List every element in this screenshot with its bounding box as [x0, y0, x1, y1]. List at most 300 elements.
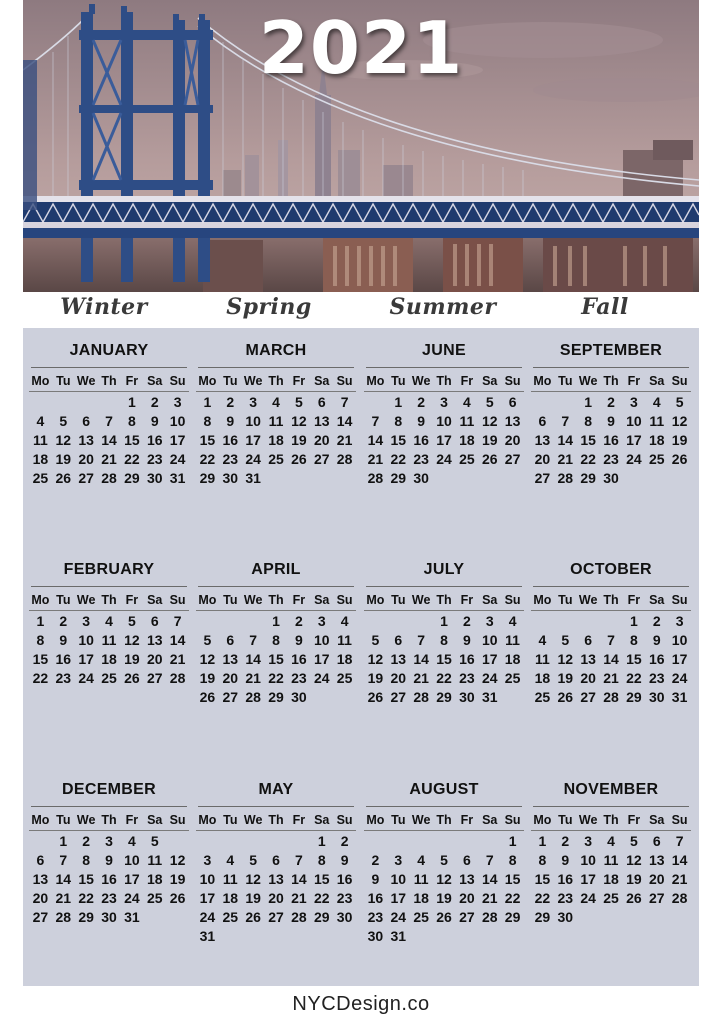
day-cell	[310, 688, 333, 707]
weekday-label: Mo	[198, 813, 217, 827]
day-cell: 29	[626, 689, 642, 705]
day-cell: 10	[245, 413, 261, 429]
weekday-label: We	[243, 593, 263, 607]
weekday-label: Mo	[198, 593, 217, 607]
day-cell: 13	[459, 871, 475, 887]
day-cell: 7	[173, 613, 182, 629]
week-row	[196, 870, 356, 889]
day-cell: 17	[245, 432, 261, 448]
weekday-label: Tu	[56, 813, 71, 827]
day-cell: 21	[603, 670, 619, 686]
weekday-label: Mo	[31, 374, 50, 388]
day-cell: 25	[101, 670, 117, 686]
day-cell: 1	[272, 613, 280, 629]
day-cell: 2	[150, 394, 159, 410]
weekday-label: Tu	[223, 593, 238, 607]
day-cell: 28	[169, 670, 186, 686]
day-cell	[333, 469, 356, 488]
day-cell	[645, 469, 668, 488]
day-cell: 30	[222, 470, 239, 486]
day-cell: 2	[607, 394, 615, 410]
day-cell: 12	[626, 852, 642, 868]
day-cell	[387, 832, 410, 851]
day-cell	[143, 908, 166, 927]
weekday-label: Th	[436, 593, 452, 607]
weekday-label: Tu	[558, 593, 573, 607]
day-cell	[387, 612, 410, 631]
weekday-label: Tu	[223, 374, 238, 388]
day-cell: 6	[36, 852, 45, 868]
day-cell	[478, 832, 501, 851]
day-cell: 28	[481, 909, 498, 925]
day-cell: 19	[169, 871, 186, 887]
day-cell	[501, 469, 524, 488]
weekday-label: Sa	[314, 813, 330, 827]
day-cell: 17	[390, 890, 407, 906]
day-cell: 14	[557, 432, 574, 448]
day-cell: 22	[124, 451, 140, 467]
day-cell: 12	[124, 632, 140, 648]
day-cell: 6	[317, 394, 326, 410]
day-cell: 9	[294, 632, 303, 648]
day-cell: 27	[78, 470, 94, 486]
day-cell: 17	[199, 890, 216, 906]
day-cell: 4	[462, 394, 471, 410]
weekday-label: Th	[436, 374, 452, 388]
day-cell: 1	[203, 394, 212, 410]
week-row	[531, 870, 691, 889]
day-cell: 11	[101, 632, 117, 648]
week-row	[364, 450, 524, 469]
day-cell: 12	[481, 413, 498, 429]
day-cell: 10	[313, 632, 330, 648]
week-row	[29, 908, 189, 927]
day-cell: 13	[580, 651, 596, 667]
week-row	[29, 832, 189, 851]
day-cell: 11	[147, 852, 163, 868]
day-cell: 11	[603, 852, 619, 868]
weekday-label: Fr	[460, 593, 474, 607]
day-cell: 22	[199, 451, 216, 467]
day-cell: 15	[124, 432, 140, 448]
day-cell: 4	[272, 394, 280, 410]
day-cell: 31	[124, 909, 140, 925]
day-cell: 27	[222, 689, 239, 705]
weekday-label: Fr	[125, 813, 139, 827]
day-cell: 22	[32, 670, 49, 686]
day-cell: 28	[245, 689, 261, 705]
season-summer: Summer	[389, 294, 497, 320]
day-cell: 6	[226, 632, 235, 648]
day-cell: 1	[538, 833, 547, 849]
day-cell	[75, 393, 98, 412]
day-cell: 16	[336, 871, 353, 887]
month-march	[196, 340, 356, 488]
day-cell: 17	[313, 651, 330, 667]
weekday-label: Su	[336, 593, 353, 607]
day-cell	[29, 393, 52, 412]
day-cell: 19	[671, 432, 688, 448]
day-cell: 7	[561, 413, 570, 429]
day-cell: 8	[508, 852, 517, 868]
day-cell: 2	[371, 852, 380, 868]
day-cell: 28	[55, 909, 72, 925]
day-cell: 17	[124, 871, 140, 887]
weekday-label: We	[411, 813, 431, 827]
week-row	[364, 469, 524, 488]
weekday-label: Tu	[558, 813, 573, 827]
day-cell: 6	[394, 632, 403, 648]
day-cell	[410, 612, 433, 631]
day-cell	[410, 927, 433, 946]
weekday-header	[196, 372, 356, 392]
day-cell: 1	[394, 394, 403, 410]
day-cell: 8	[203, 413, 212, 429]
day-cell: 9	[462, 632, 471, 648]
day-cell	[364, 393, 387, 412]
weekday-label: Fr	[627, 593, 641, 607]
day-cell: 29	[436, 689, 452, 705]
week-row	[196, 927, 356, 946]
day-cell: 7	[59, 852, 68, 868]
day-cell: 26	[436, 909, 452, 925]
bridge-photo	[23, 0, 699, 292]
day-cell	[455, 469, 478, 488]
day-cell	[29, 832, 52, 851]
day-cell: 5	[440, 852, 448, 868]
day-cell	[410, 832, 433, 851]
day-cell: 7	[675, 833, 684, 849]
day-cell: 14	[603, 651, 619, 667]
day-cell: 15	[268, 651, 284, 667]
month-title: SEPTEMBER	[559, 342, 663, 359]
month-april	[196, 559, 356, 707]
day-cell: 12	[557, 651, 574, 667]
weekday-label: Fr	[292, 374, 306, 388]
day-cell: 10	[169, 413, 186, 429]
week-row	[531, 889, 691, 908]
day-cell	[265, 469, 288, 488]
day-cell: 18	[603, 871, 619, 887]
day-cell: 22	[504, 890, 521, 906]
day-cell: 22	[436, 670, 452, 686]
week-row	[364, 431, 524, 450]
day-cell: 18	[413, 890, 429, 906]
day-cell: 14	[245, 651, 261, 667]
day-cell	[478, 469, 501, 488]
month-divider	[31, 367, 187, 368]
day-cell: 16	[367, 890, 384, 906]
day-cell: 3	[485, 613, 494, 629]
day-cell: 23	[413, 451, 429, 467]
day-cell	[52, 393, 75, 412]
weekday-label: Th	[101, 813, 117, 827]
day-cell: 26	[55, 470, 72, 486]
day-cell	[196, 832, 219, 851]
weekday-label: Su	[671, 813, 688, 827]
month-divider	[198, 367, 354, 368]
week-row	[196, 469, 356, 488]
day-cell: 26	[557, 689, 574, 705]
weekday-label: We	[411, 593, 431, 607]
day-cell: 27	[32, 909, 49, 925]
month-title: JULY	[423, 561, 465, 578]
day-cell: 3	[394, 852, 403, 868]
day-cell: 16	[459, 651, 475, 667]
weekday-label: Th	[101, 593, 117, 607]
day-cell	[577, 908, 600, 927]
day-cell: 5	[485, 394, 494, 410]
week-row	[531, 469, 691, 488]
month-july	[364, 559, 524, 707]
day-cell: 18	[222, 890, 239, 906]
day-cell: 3	[629, 394, 638, 410]
day-cell: 5	[249, 852, 258, 868]
day-cell: 4	[538, 632, 547, 648]
day-cell: 29	[124, 470, 140, 486]
day-cell: 11	[222, 871, 238, 887]
day-cell: 20	[504, 432, 521, 448]
day-cell: 18	[534, 670, 551, 686]
day-cell: 22	[313, 890, 330, 906]
day-cell	[668, 469, 691, 488]
day-cell: 11	[268, 413, 284, 429]
day-cell: 22	[534, 890, 551, 906]
day-cell: 29	[268, 689, 284, 705]
day-cell: 20	[268, 890, 284, 906]
day-cell: 28	[367, 470, 384, 486]
day-cell: 28	[603, 689, 619, 705]
day-cell: 24	[169, 451, 186, 467]
day-cell: 14	[169, 632, 186, 648]
day-cell: 12	[671, 413, 688, 429]
day-cell: 21	[245, 670, 261, 686]
day-cell: 31	[245, 470, 261, 486]
day-cell	[364, 832, 387, 851]
day-cell: 6	[150, 613, 159, 629]
day-cell: 19	[291, 432, 307, 448]
day-cell: 6	[82, 413, 91, 429]
day-cell: 15	[32, 651, 49, 667]
day-cell: 18	[101, 651, 117, 667]
week-row	[531, 832, 691, 851]
day-cell: 12	[55, 432, 72, 448]
day-cell: 23	[291, 670, 307, 686]
day-cell: 15	[78, 871, 94, 887]
week-row	[29, 393, 189, 412]
day-cell: 22	[268, 670, 284, 686]
day-cell: 31	[199, 928, 216, 944]
day-cell: 24	[626, 451, 642, 467]
day-cell: 14	[413, 651, 429, 667]
day-cell: 23	[557, 890, 574, 906]
day-cell: 24	[481, 670, 498, 686]
day-cell: 17	[78, 651, 94, 667]
day-cell: 14	[101, 432, 117, 448]
day-cell	[433, 469, 456, 488]
day-cell: 11	[535, 651, 550, 667]
month-title: JUNE	[422, 342, 466, 359]
weekday-label: Sa	[482, 593, 498, 607]
day-cell: 10	[390, 871, 407, 887]
week-row	[364, 908, 524, 927]
weekday-label: Tu	[56, 593, 71, 607]
weekday-label: Tu	[56, 374, 71, 388]
day-cell: 8	[440, 632, 448, 648]
day-cell: 6	[584, 632, 593, 648]
day-cell: 22	[626, 670, 642, 686]
day-cell: 4	[226, 852, 235, 868]
day-cell: 3	[203, 852, 212, 868]
weekday-label: Su	[169, 813, 186, 827]
weekday-label: We	[411, 374, 431, 388]
week-row	[364, 669, 524, 688]
day-cell: 31	[671, 689, 688, 705]
week-row	[29, 450, 189, 469]
day-cell: 2	[652, 613, 661, 629]
day-cell: 13	[146, 632, 163, 648]
day-cell: 23	[146, 451, 163, 467]
week-row	[531, 393, 691, 412]
day-cell: 27	[390, 689, 407, 705]
season-winter: Winter	[60, 294, 148, 320]
month-divider	[31, 586, 187, 587]
day-cell: 19	[481, 432, 498, 448]
day-cell: 23	[101, 890, 117, 906]
day-cell: 9	[340, 852, 349, 868]
day-cell: 25	[603, 890, 619, 906]
week-row	[531, 631, 691, 650]
day-cell: 9	[561, 852, 570, 868]
day-cell: 27	[580, 689, 596, 705]
weekday-header	[531, 811, 691, 831]
day-cell: 11	[505, 632, 520, 648]
day-cell: 5	[675, 394, 684, 410]
month-divider	[366, 586, 522, 587]
day-cell: 20	[648, 871, 665, 887]
day-cell: 27	[534, 470, 551, 486]
week-row	[196, 851, 356, 870]
weekday-header	[196, 591, 356, 611]
day-cell: 4	[127, 833, 136, 849]
day-cell: 16	[291, 651, 307, 667]
day-cell	[554, 393, 577, 412]
day-cell: 19	[55, 451, 72, 467]
month-title: JANUARY	[69, 342, 149, 359]
day-cell: 20	[32, 890, 49, 906]
day-cell: 25	[459, 451, 475, 467]
day-cell: 17	[580, 871, 596, 887]
day-cell: 27	[146, 670, 163, 686]
week-row	[196, 889, 356, 908]
day-cell: 7	[340, 394, 349, 410]
day-cell: 26	[199, 689, 216, 705]
weekday-label: Fr	[292, 593, 306, 607]
day-cell	[265, 927, 288, 946]
day-cell: 15	[626, 651, 642, 667]
day-cell: 27	[459, 909, 475, 925]
month-title: DECEMBER	[62, 781, 156, 798]
week-row	[364, 650, 524, 669]
day-cell: 3	[440, 394, 448, 410]
day-cell: 14	[481, 871, 498, 887]
week-row	[364, 688, 524, 707]
day-cell: 7	[294, 852, 303, 868]
weekday-label: Su	[336, 374, 353, 388]
day-cell: 30	[291, 689, 307, 705]
day-cell	[455, 832, 478, 851]
day-cell: 2	[561, 833, 570, 849]
weekday-label: Sa	[314, 593, 330, 607]
day-cell: 2	[462, 613, 471, 629]
day-cell: 9	[417, 413, 426, 429]
day-cell: 31	[481, 689, 498, 705]
day-cell: 19	[245, 890, 261, 906]
day-cell	[333, 688, 356, 707]
day-cell: 30	[336, 909, 353, 925]
day-cell: 5	[629, 833, 638, 849]
weekday-label: Sa	[649, 813, 665, 827]
month-divider	[198, 806, 354, 807]
week-row	[196, 393, 356, 412]
week-row	[29, 431, 189, 450]
day-cell: 5	[561, 632, 570, 648]
day-cell: 24	[245, 451, 261, 467]
weekday-label: Mo	[366, 813, 385, 827]
day-cell: 15	[436, 651, 452, 667]
day-cell: 25	[413, 909, 429, 925]
weekday-label: Sa	[482, 374, 498, 388]
day-cell: 6	[462, 852, 471, 868]
month-title: MAY	[258, 781, 294, 798]
day-cell: 17	[169, 432, 186, 448]
weekday-label: We	[578, 593, 598, 607]
week-row	[531, 851, 691, 870]
day-cell: 8	[629, 632, 638, 648]
week-row	[531, 650, 691, 669]
week-row	[531, 412, 691, 431]
week-row	[29, 669, 189, 688]
day-cell: 7	[249, 632, 258, 648]
weekday-label: Fr	[292, 813, 306, 827]
day-cell: 26	[626, 890, 642, 906]
day-cell: 9	[226, 413, 235, 429]
day-cell	[265, 832, 288, 851]
day-cell: 23	[603, 451, 619, 467]
day-cell: 7	[105, 413, 113, 429]
day-cell: 17	[436, 432, 452, 448]
day-cell	[219, 612, 242, 631]
day-cell: 3	[317, 613, 326, 629]
day-cell: 30	[603, 470, 619, 486]
day-cell: 20	[459, 890, 475, 906]
weekday-label: Sa	[147, 593, 163, 607]
day-cell	[531, 393, 554, 412]
day-cell	[622, 469, 645, 488]
day-cell: 21	[481, 890, 498, 906]
day-cell: 1	[440, 613, 448, 629]
day-cell: 12	[245, 871, 261, 887]
weekday-header	[531, 591, 691, 611]
day-cell: 22	[390, 451, 407, 467]
weekday-label: Mo	[198, 374, 217, 388]
day-cell: 28	[101, 470, 117, 486]
day-cell: 9	[105, 852, 113, 868]
day-cell: 5	[203, 632, 212, 648]
day-cell: 6	[652, 833, 661, 849]
day-cell	[645, 908, 668, 927]
weekday-label: Tu	[558, 374, 573, 388]
